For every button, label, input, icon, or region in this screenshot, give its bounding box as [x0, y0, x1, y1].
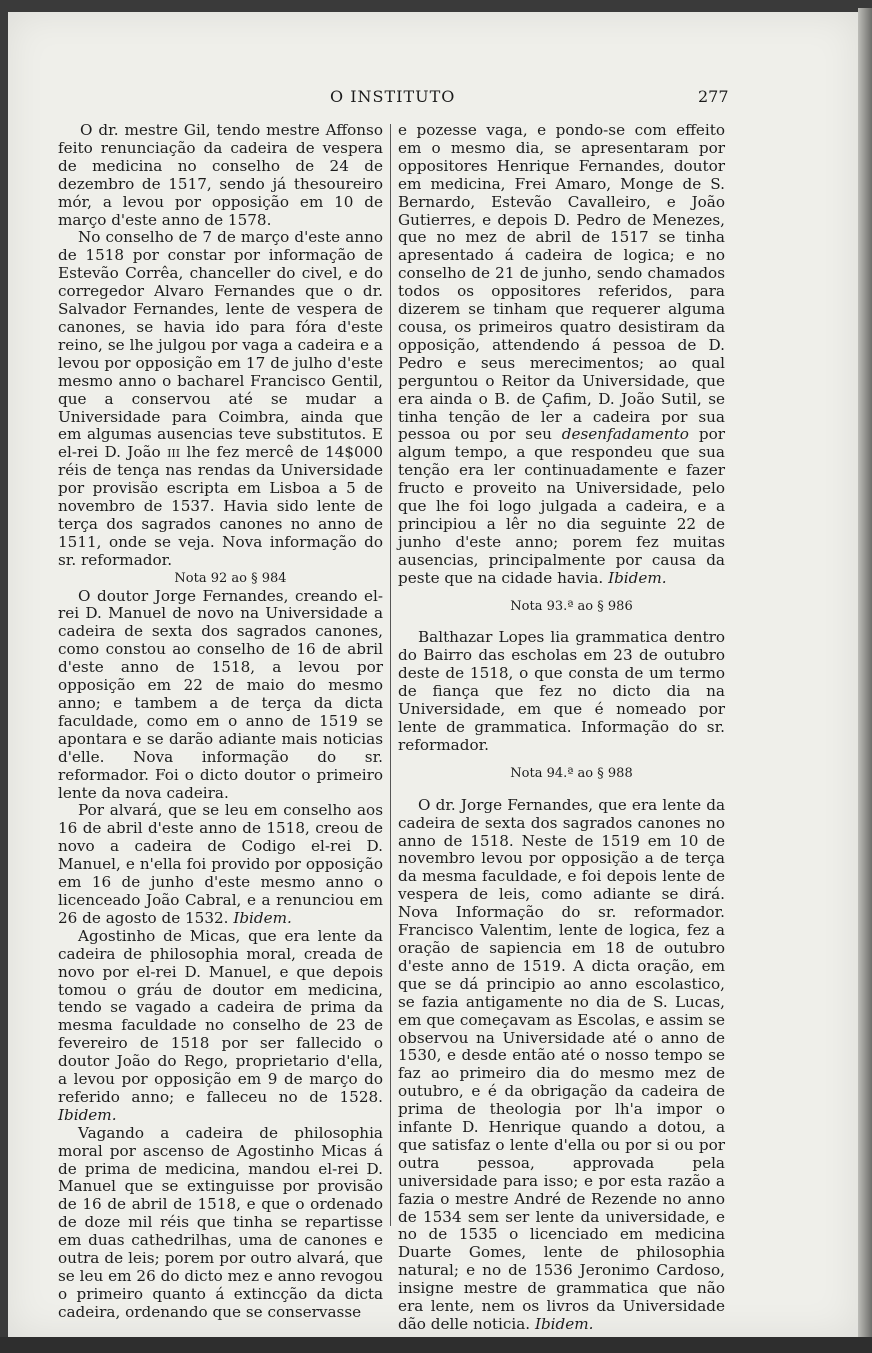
note-heading: Nota 94.ª ao § 988 — [510, 765, 633, 781]
paragraph: O dr. Jorge Fernandes, que era lente da cadeira de sexta dos sagrados canones no anno de 1518. Neste de 1519 em 10 de novembro levou por opposição a de terça da mesma faculdade, e foi depois lente de vespera de leis, como adiante se dirá. Nova Informação do sr. reformador. Francisco Valentim, lente de logica, fez a oração de sapiencia em 18 de outubro d'este anno de 1519. A dicta oração, em que se dá principio ao anno escolastico, se fazia antigamente no dia de S. Lucas, em que começavam as Escolas, e assim se observou na Universidade até o anno de 1530, e desde então até o nosso tempo se faz ao primeiro dia do mesmo mez de outubro, e é da obrigação da cadeira de prima de theologia por lh'a impor o infante D. Henrique quando a dotou, a que satisfaz o lente d'ella ou por si ou por outra pessoa, approvada pela universidade para isso; e por esta razão a fazia o mestre André de Rezende no anno de 1534 sem ser lente da universidade, e no de 1535 o licenciado em medicina Duarte Gomes, lente de philosophia natural; e no de 1536 Jeronimo Cardoso, insigne mestre de grammatica que não era lente, nem os livros da Universidade dão delle noticia. Ibidem. — [398, 795, 725, 1333]
paragraph: Agostinho de Micas, que era lente da cadeira de philosophia moral, creada de novo por el-rei D. Manuel, e que depois tomou o gráu de doutor em medicina, tendo se vagado a cadeira de prima da mesma faculdade no conselho de 23 de fevereiro de 1518 por ser fallecido o doutor João do Rego, proprietario d'ella, a levou por opposição em 9 de março do referido anno; e falleceu no de 1528. Ibidem. — [58, 926, 383, 1124]
right-column — [398, 122, 725, 1334]
paragraph: No conselho de 7 de março d'este anno de 1518 por constar por informação de Estevão Corrêa, chanceller do civel, e do corregedor Alvaro Fernandes que o dr. Salvador Fernandes, lente de vespera de canones, se havia ido para fóra d'este reino, se lhe julgou por vaga a cadeira e a levou por opposição em 17 de julho d'este mesmo anno o bacharel Francisco Gentil, que a conservou até se mudar a Universidade para Coimbra, ainda que em algumas ausencias teve substitutos. E el-rei D. João iii lhe fez mercê de 14$000 réis de tença nas rendas da Universidade por provisão escripta em Lisboa a 5 de novembro de 1537. Havia sido lente de terça dos sagrados canones no anno de 1511, onde se veja. Nova informação do sr. reformador. — [58, 228, 384, 569]
note-heading: Nota 92 ao § 984 — [174, 570, 287, 586]
page-number: 277 — [698, 87, 729, 106]
paragraph: Vagando a cadeira de philosophia moral por ascenso de Agostinho Micas á de prima de medicina, mandou el-rei D. Manuel que se extinguisse por provisão de 16 de abril de 1518, e que o ordenado de doze mil réis que tinha se repartisse em duas cathedrilhas, uma de canones e outra de leis; porem por outro alvará, que se leu em 26 do dicto mez e anno revogou o primeiro quanto á extincção da dicta cadeira, ordenando que se conservasse — [58, 1123, 383, 1321]
paragraph: O doutor Jorge Fernandes, creando el-rei D. Manuel de novo na Universidade a cadeira de sexta dos sagrados canones, como constou ao conselho de 16 de abril d'este anno de 1518, a levou por opposição em 22 de maio do mesmo anno; e tambem a de terça da dicta faculdade, como em o anno de 1519 se apontara e se darão adiante mais noticias d'elle. Nova informação do sr. reformador. Foi o dicto doutor o primeiro lente da nova cadeira. — [58, 586, 383, 802]
note-heading: Nota 93.ª ao § 986 — [510, 598, 633, 614]
running-title: O INSTITUTO — [330, 87, 456, 106]
paragraph: Balthazar Lopes lia grammatica dentro do Bairro das escholas em 23 de outubro deste de 1518, o que consta de um termo de fiança que fez no dicto dia na Universidade, em que é nomeado por lente de grammatica. Informação do sr. reformador. — [398, 628, 725, 754]
paragraph: e pozesse vaga, e pondo-se com effeito em o mesmo dia, se apresentaram por oppositores Henrique Fernandes, doutor em medicina, Frei Amaro, Monge de S. Bernardo, Estevão Cavalleiro, e João Gutierres, e depois D. Pedro de Menezes, que no mez de abril de 1517 se tinha apresentado á cadeira de logica; e no conselho de 21 de junho, sendo chamados todos os oppositores referidos, para dizerem se tinham que requerer alguma cousa, os primeiros quatro desistiram da opposição, attendendo á pessoa de D. Pedro e seus merecimentos; ao qual perguntou o Reitor da Universidade, que era ainda o B. de Çafim, D. João Sutil, se tinha tenção de ler a cadeira por sua pessoa ou por seu desenfadamento por algum tempo, a que respondeu que sua tenção era ler continuadamente e fazer fructo e proveito na Universidade, pelo que lhe foi logo julgada a cadeira, e a principiou a lêr no dia seguinte 22 de junho d'este anno; porem fez muitas ausencias, principalmente por causa da peste que na cidade havia. Ibidem. — [398, 121, 726, 587]
scan-bottom-border — [0, 1337, 872, 1353]
page-edge-shadow — [858, 8, 872, 1343]
column-divider — [390, 124, 391, 1226]
left-column — [58, 122, 383, 1322]
paragraph: Por alvará, que se leu em conselho aos 16 de abril d'este anno de 1518, creou de novo a cadeira de Codigo el-rei D. Manuel, e n'ella foi provido por opposição em 16 de junho d'este mesmo anno o licenceado João Cabral, e a renunciou em 26 de agosto de 1532. Ibidem. — [58, 801, 383, 927]
paragraph: O dr. mestre Gil, tendo mestre Affonso feito renunciação da cadeira de vespera de medicina no conselho de 24 de dezembro de 1517, sendo já thesoureiro mór, a levou por opposição em 10 de março d'este anno de 1578. — [58, 121, 383, 229]
